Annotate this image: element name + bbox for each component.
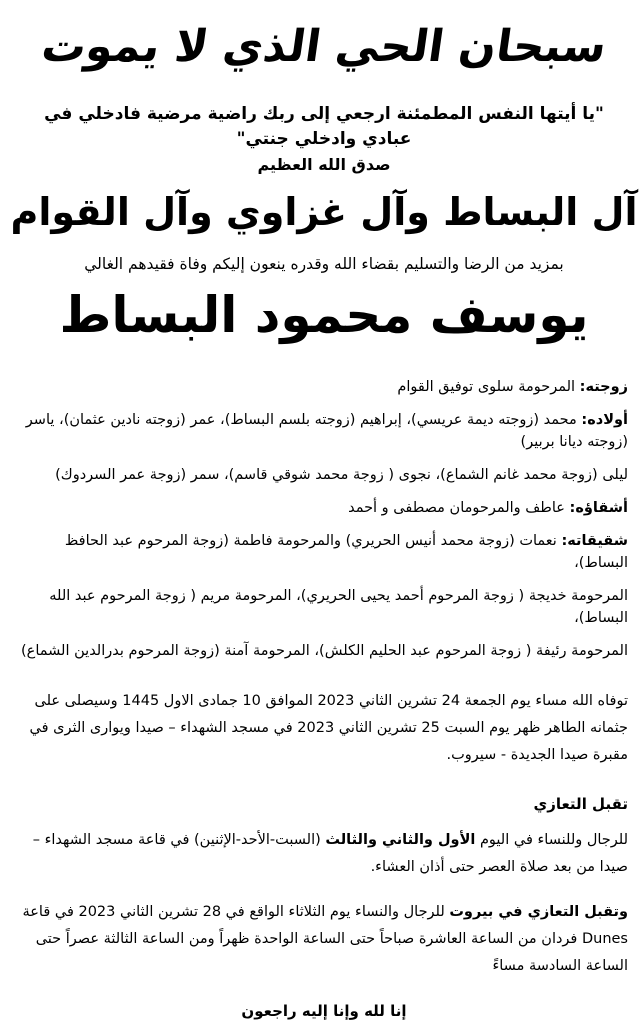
relative-line-sisters-3 [20, 640, 628, 662]
relative-text: المرحومة سلوى توفيق القوام [397, 378, 580, 395]
beirut-bold-lead: وتقبل التعازي في بيروت [449, 903, 628, 920]
relative-label: زوجته: [579, 378, 628, 395]
condolences-sidon [20, 827, 628, 881]
relative-line-brothers [20, 497, 628, 519]
announcement-line: بمزيد من الرضا والتسليم بقضاء الله وقدره ينعون إليكم وفاة فقيدهم الغالي [84, 254, 564, 273]
relative-line-sisters [20, 530, 628, 574]
relative-line-wife [20, 376, 628, 398]
relative-text: ليلى (زوجة محمد غانم الشماع)، نجوى ( زوجة محمد شوقي قاسم)، سمر (زوجة عمر السردوك) [55, 466, 628, 483]
sidon-text-suffix: (السبت-الأحد-الإثنين) في قاعة مسجد الشهداء – صيدا من بعد صلاة العصر حتى أذان العشاء. [32, 831, 628, 875]
funeral-details: توفاه الله مساء يوم الجمعة 24 تشرين الثاني 2023 الموافق 10 جمادى الاول 1445 وسيصلى على جثمانه الطاهر ظهر يوم السبت 25 تشرين الثاني 2023 في مسجد الشهداء – صيدا ويوارى الثرى في مقبرة صيدا الجديدة - سيروب. [29, 692, 628, 763]
relative-text: نعمات (زوجة محمد أنيس الحريري) والمرحومة فاطمة (زوجة المرحوم عبد الحافظ البساط)، [64, 532, 628, 571]
deceased-name: يوسف محمود البساط [59, 285, 589, 344]
families-title: آل البساط وآل غزاوي وآل القوام [10, 189, 638, 234]
condolences-heading: تقبل التعازي [533, 794, 628, 813]
closing-phrase: إنا لله وإنا إليه راجعون [241, 1001, 407, 1020]
relative-label: شقيقاته: [561, 532, 628, 549]
condolences-beirut [20, 899, 628, 980]
relative-text: محمد (زوجته ديمة عريسي)، إبراهيم (زوجته بلسم البساط)، عمر (زوجته نادين عثمان)، ياسر (زوجته ديانا بربير) [25, 411, 628, 450]
relative-label: أولاده: [581, 411, 628, 428]
calligraphy-header: سبحان الحي الذي لا يموت [38, 21, 610, 72]
relative-label: أشقاؤه: [569, 499, 628, 516]
relative-text: المرحومة رئيفة ( زوجة المرحوم عبد الحليم الكلش)، المرحومة آمنة (زوجة المرحوم بدرالدين الشماع) [21, 642, 628, 659]
sidon-days-bold: الأول والثاني والثالث [325, 831, 476, 848]
quran-verse: "يا أيتها النفس المطمئنة ارجعي إلى ربك راضية مرضية فادخلي في عبادي وادخلي جنتي" [44, 103, 604, 150]
relative-text: عاطف والمرحومان مصطفى و أحمد [348, 499, 570, 516]
relative-line-daughters [20, 464, 628, 486]
relative-line-sisters-2 [20, 585, 628, 629]
beirut-text: للرجال والنساء يوم الثلاثاء الواقع في 28 تشرين الثاني 2023 في قاعة Dunes فردان من الساعة العاشرة صباحاً حتى الساعة الواحدة ظهراً ومن الساعة الثالثة عصراً حتى الساعة السادسة مساءً [22, 903, 628, 974]
verse-attribution: صدق الله العظيم [257, 154, 391, 174]
relative-line-sons [20, 409, 628, 453]
relatives-section [20, 376, 628, 662]
sidon-text-prefix: للرجال وللنساء في اليوم [475, 831, 628, 848]
relative-text: المرحومة خديجة ( زوجة المرحوم أحمد يحيى الحريري)، المرحومة مريم ( زوجة المرحوم عبد الله البساط)، [49, 587, 628, 626]
obituary-document [4, 16, 644, 1020]
